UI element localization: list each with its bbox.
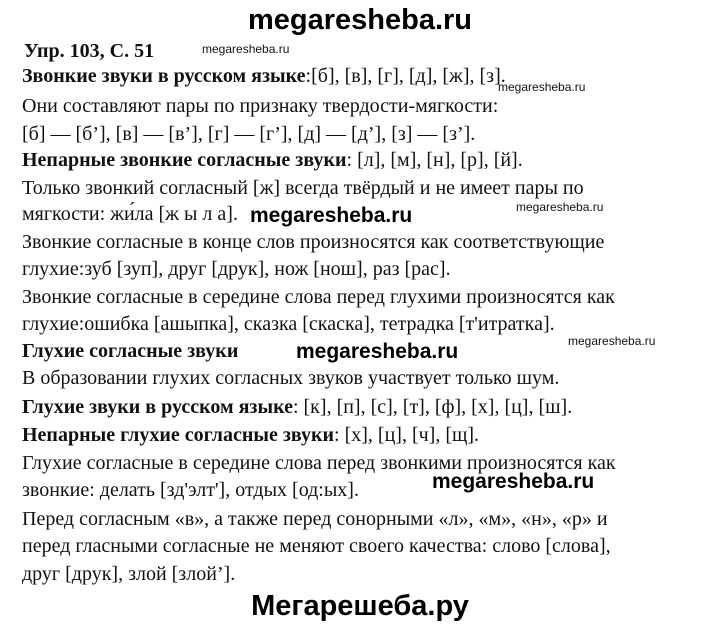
- watermark-small: megaresheba.ru: [202, 42, 290, 56]
- term-voiced-sounds: Звонкие звуки в русском языке: [22, 65, 306, 87]
- text-line: Они составляют пары по признаку твердости-мягкости:: [22, 95, 499, 117]
- text-line: Звонкие согласные в конце слов произносятся как соответствующие: [22, 231, 605, 253]
- text-line: друг [друк], злой [злой’].: [22, 563, 236, 585]
- text-line: звонкие: делать [зд'элт'], отдых [од:ых].: [22, 479, 359, 501]
- exercise-title: Упр. 103, С. 51: [24, 40, 155, 62]
- term-unpaired-voiced: Непарные звонкие согласные звуки: [22, 149, 347, 171]
- text-line: Перед согласным «в», а также перед сонорными «л», «м», «н», «р» и: [22, 508, 608, 530]
- watermark-small: megaresheba.ru: [498, 80, 586, 94]
- watermark-large: megaresheba.ru: [432, 470, 595, 493]
- unpaired-voiced-list: : [л], [м], [н], [р], [й].: [346, 149, 523, 171]
- watermark-small: megaresheba.ru: [568, 334, 656, 348]
- text-line: глухие:ошибка [ашыпка], сказка [скаска], тетрадка [т'итратка].: [22, 313, 555, 335]
- site-footer: Мегарешеба.ру: [251, 590, 469, 622]
- text-line: В образовании глухих согласных звуков участвует только шум.: [22, 367, 560, 389]
- text-line: перед гласными согласные не меняют своего качества: слово [слова],: [22, 535, 611, 557]
- text-line: [22, 148, 523, 172]
- text-line: [22, 395, 572, 419]
- text-line: Глухие согласные в середине слова перед звонкими произносятся как: [22, 452, 616, 474]
- text-line: [б] — [б’], [в] — [в’], [г] — [г’], [д] — [д’], [з] — [з’].: [22, 123, 476, 145]
- site-header: megaresheba.ru: [247, 4, 473, 36]
- watermark-large: megaresheba.ru: [296, 340, 459, 363]
- text-line: [22, 423, 479, 447]
- voiced-sounds-list: :[б], [в], [г], [д], [ж], [з].: [305, 65, 506, 87]
- text-line: Только звонкий согласный [ж] всегда твёрдый и не имеет пары по: [22, 177, 584, 199]
- text-line: Звонкие согласные в середине слова перед глухими произносятся как: [22, 286, 615, 308]
- term-voiceless-sounds: Глухие звуки в русском языке: [22, 396, 293, 418]
- heading-voiceless-consonants: Глухие согласные звуки: [22, 340, 239, 362]
- watermark-small: megaresheba.ru: [516, 200, 604, 214]
- watermark-large: megaresheba.ru: [250, 204, 413, 227]
- text-line: глухие:зуб [зуп], друг [друк], нож [нош], раз [рас].: [22, 258, 451, 280]
- unpaired-voiceless-list: : [х], [ц], [ч], [щ].: [334, 424, 480, 446]
- voiceless-sounds-list: : [к], [п], [с], [т], [ф], [х], [ц], [ш].: [292, 396, 573, 418]
- term-unpaired-voiceless: Непарные глухие согласные звуки: [22, 424, 335, 446]
- text-line: мягкости: жи́ла [ж ы л а].: [22, 203, 238, 225]
- text-line: [22, 64, 506, 88]
